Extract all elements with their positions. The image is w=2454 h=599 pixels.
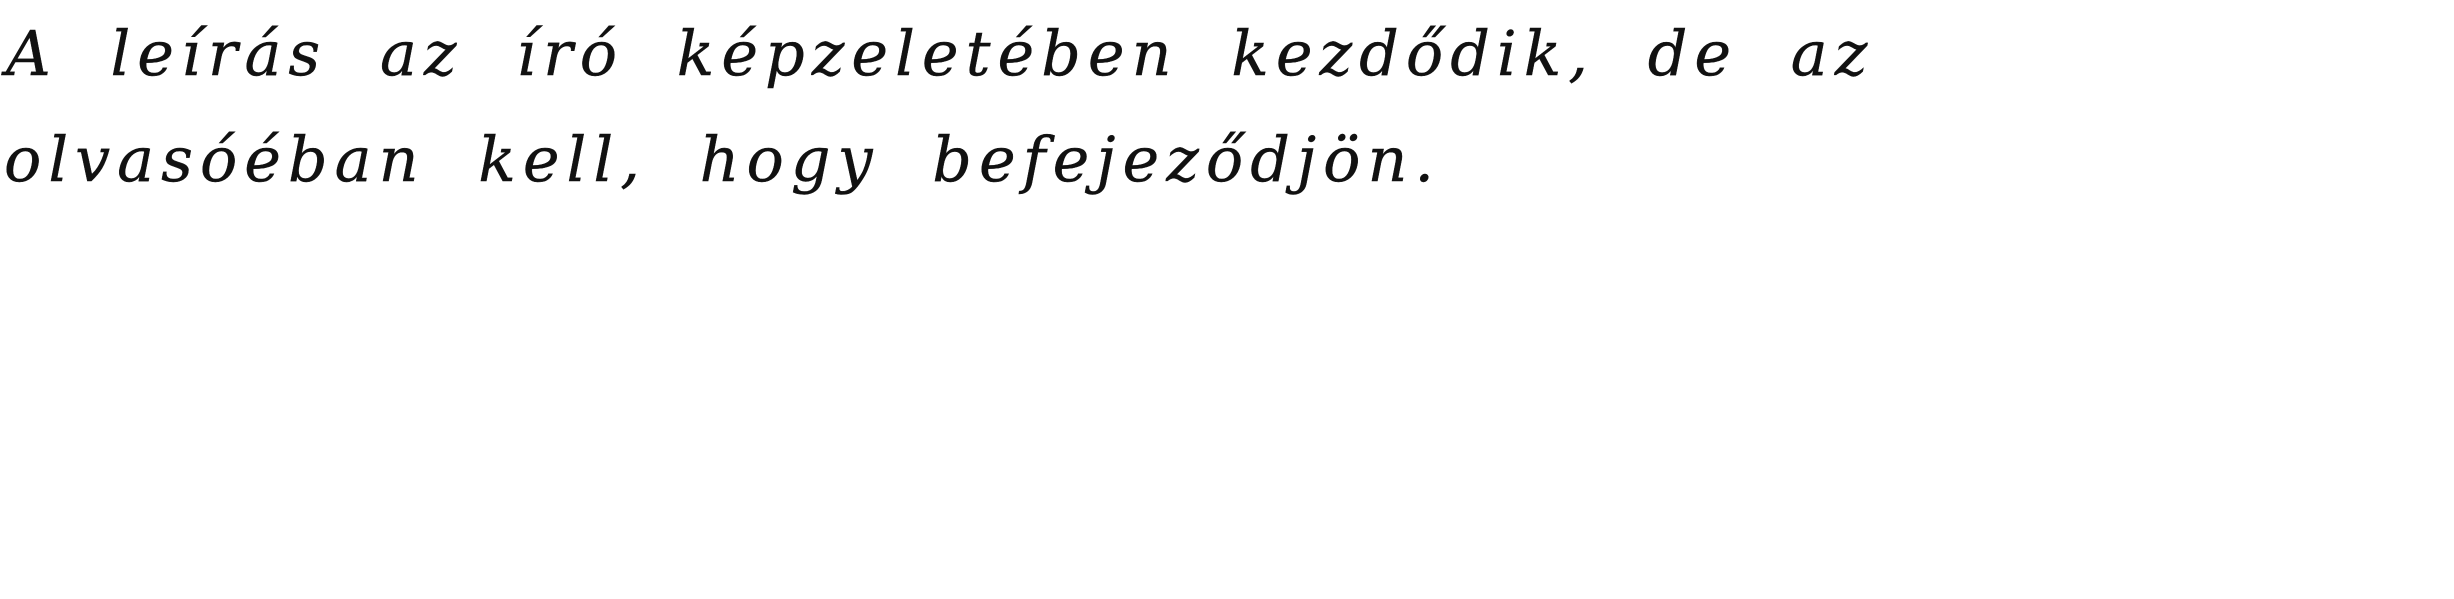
handwritten-line-2: olvasóéban kell, hogy befejeződjön.: [4, 123, 1442, 196]
handwritten-text-block: [4, 6, 2204, 198]
handwritten-line-1: A leírás az író képzeletében kezdődik, de az: [6, 17, 1875, 90]
